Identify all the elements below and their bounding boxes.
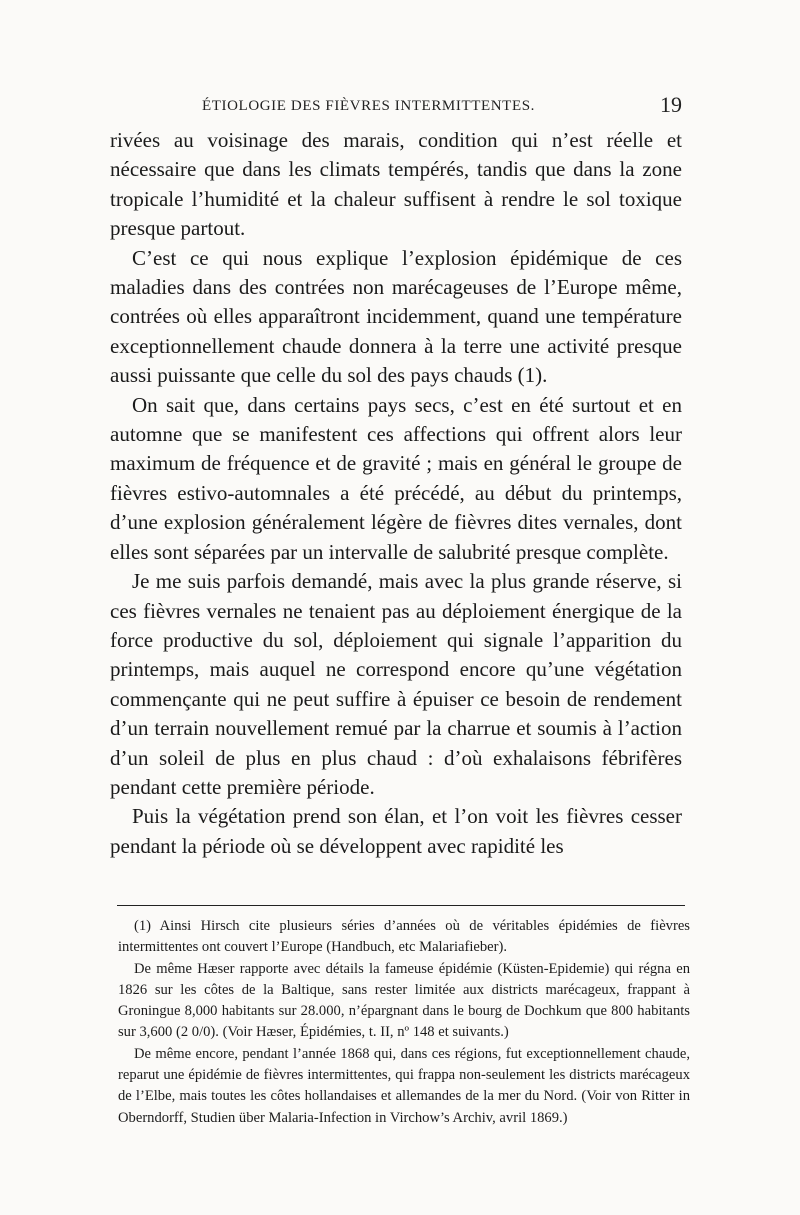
main-text bbox=[110, 126, 682, 861]
running-head: ÉTIOLOGIE DES FIÈVRES INTERMITTENTES. bbox=[202, 98, 535, 114]
footnote-divider bbox=[117, 905, 685, 906]
paragraph: On sait que, dans certains pays secs, c’est en été surtout et en automne que se manifestent ces affections qui offrent alors leur maximum de fréquence et de gravité ; mais en général le groupe de fièvres estivo-automnales a été précédé, au début du printemps, d’une explosion généralement légère de fièvres dites vernales, dont elles sont séparées par un intervalle de salubrité presque complète. bbox=[110, 392, 682, 564]
page-number: 19 bbox=[660, 92, 682, 117]
page-header bbox=[110, 92, 682, 120]
footnotes bbox=[118, 916, 690, 1129]
footnote-continuation: De même encore, pendant l’année 1868 qui, dans ces régions, fut exceptionnellement chaude, reparut une épidémie de fièvres intermittentes, qui frappa non-seulement les districts marécageux de l’Elbe, mais toutes les côtes hollandaises et allemandes de la mer du Nord. (Voir von Ritter in Oberndorff, Studien über Malaria-Infection in Virchow’s Archiv, avril 1869.) bbox=[118, 1045, 690, 1126]
footnote: (1) Ainsi Hirsch cite plusieurs séries d’années où de véritables épidémies de fièvres intermittentes ont couvert l’Europe (Handbuch, etc Malariafieber). bbox=[118, 918, 690, 956]
paragraph: rivées au voisinage des marais, condition qui n’est réelle et nécessaire que dans les climats tempérés, tandis que dans la zone tropicale l’humidité et la chaleur suffisent à rendre le sol toxique presque partout. bbox=[110, 128, 682, 241]
footnote-continuation: De même Hæser rapporte avec détails la fameuse épidémie (Küsten-Epidemie) qui régna en 1826 sur les côtes de la Baltique, sans rester limitée aux districts marécageux, frappant à Groningue 8,000 habitants sur 28.000, n’épargnant dans le bourg de Dochkum que 800 habitants sur 3,600 (2 0/0). (Voir Hæser, Épidémies, t. II, nº 148 et suivants.) bbox=[118, 960, 690, 1041]
paragraph: C’est ce qui nous explique l’explosion épidémique de ces maladies dans des contrées non marécageuses de l’Europe même, contrées où elles apparaîtront incidemment, quand une température exceptionnellement chaude donnera à la terre une activité presque aussi puissante que celle du sol des pays chauds (1). bbox=[110, 245, 682, 388]
paragraph: Je me suis parfois demandé, mais avec la plus grande réserve, si ces fièvres vernales ne tenaient pas au déploiement énergique de la force productive du sol, déploiement qui signale l’apparition du printemps, mais auquel ne correspond encore qu’une végétation commençante qui ne peut suffire à épuiser ce besoin de rendement d’un terrain nouvellement remué par la charrue et soumis à l’action d’un soleil de plus en plus chaud : d’où exhalaisons fébrifères pendant cette première période. bbox=[110, 569, 682, 799]
paragraph: Puis la végétation prend son élan, et l’on voit les fièvres cesser pendant la période où se développent avec rapidité les bbox=[110, 804, 682, 858]
